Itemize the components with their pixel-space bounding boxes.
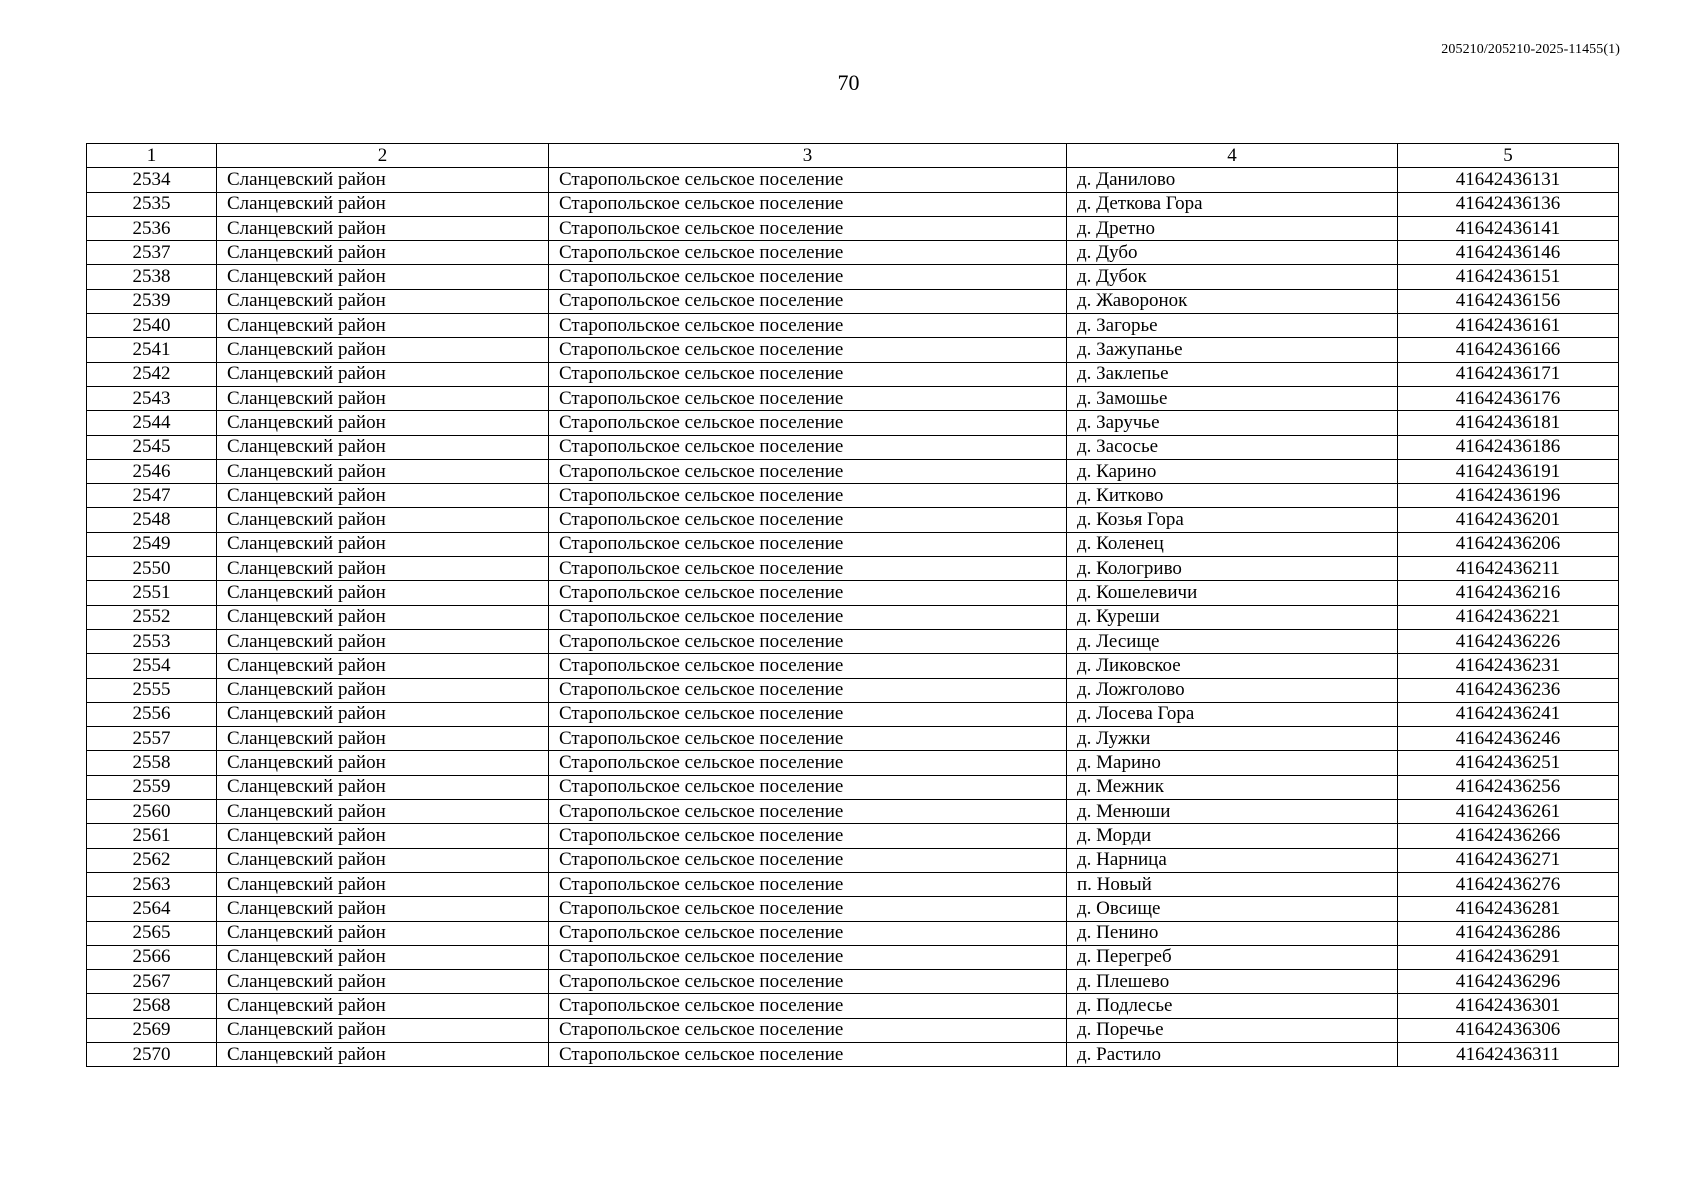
table-row (87, 605, 1619, 629)
district-cell: Сланцевский район (217, 872, 549, 896)
settlement-cell: Старопольское сельское поселение (549, 557, 1067, 581)
table-row (87, 800, 1619, 824)
locality-cell: д. Загорье (1067, 314, 1398, 338)
row-number-cell: 2538 (87, 265, 217, 289)
table-row (87, 338, 1619, 362)
row-number-cell: 2563 (87, 872, 217, 896)
settlement-cell: Старопольское сельское поселение (549, 484, 1067, 508)
district-cell: Сланцевский район (217, 484, 549, 508)
district-cell: Сланцевский район (217, 435, 549, 459)
settlement-cell: Старопольское сельское поселение (549, 386, 1067, 410)
table-row (87, 678, 1619, 702)
code-cell: 41642436146 (1398, 241, 1619, 265)
district-cell: Сланцевский район (217, 508, 549, 532)
column-header-1: 1 (87, 144, 217, 168)
code-cell: 41642436276 (1398, 872, 1619, 896)
district-cell: Сланцевский район (217, 1042, 549, 1066)
table-row (87, 702, 1619, 726)
settlement-cell: Старопольское сельское поселение (549, 216, 1067, 240)
settlements-table (86, 143, 1619, 1067)
locality-cell: д. Ликовское (1067, 654, 1398, 678)
settlement-cell: Старопольское сельское поселение (549, 338, 1067, 362)
column-header-3: 3 (549, 144, 1067, 168)
row-number-cell: 2559 (87, 775, 217, 799)
table-row (87, 727, 1619, 751)
row-number-cell: 2566 (87, 945, 217, 969)
settlement-cell: Старопольское сельское поселение (549, 459, 1067, 483)
row-number-cell: 2569 (87, 1018, 217, 1042)
locality-cell: д. Марино (1067, 751, 1398, 775)
page-number: 70 (837, 70, 860, 95)
locality-cell: д. Пенино (1067, 921, 1398, 945)
table-row (87, 484, 1619, 508)
row-number-cell: 2544 (87, 411, 217, 435)
row-number-cell: 2543 (87, 386, 217, 410)
district-cell: Сланцевский район (217, 241, 549, 265)
code-cell: 41642436191 (1398, 459, 1619, 483)
locality-cell: д. Заручье (1067, 411, 1398, 435)
settlement-cell: Старопольское сельское поселение (549, 168, 1067, 192)
table-row (87, 386, 1619, 410)
district-cell: Сланцевский район (217, 897, 549, 921)
table-row (87, 775, 1619, 799)
table-row (87, 848, 1619, 872)
district-cell: Сланцевский район (217, 970, 549, 994)
district-cell: Сланцевский район (217, 848, 549, 872)
settlement-cell: Старопольское сельское поселение (549, 800, 1067, 824)
settlement-cell: Старопольское сельское поселение (549, 411, 1067, 435)
district-cell: Сланцевский район (217, 459, 549, 483)
locality-cell: д. Лужки (1067, 727, 1398, 751)
settlement-cell: Старопольское сельское поселение (549, 1018, 1067, 1042)
settlement-cell: Старопольское сельское поселение (549, 241, 1067, 265)
row-number-cell: 2570 (87, 1042, 217, 1066)
table-row (87, 897, 1619, 921)
table-row (87, 654, 1619, 678)
locality-cell: д. Кологриво (1067, 557, 1398, 581)
row-number-cell: 2557 (87, 727, 217, 751)
row-number-cell: 2547 (87, 484, 217, 508)
locality-cell: д. Морди (1067, 824, 1398, 848)
code-cell: 41642436151 (1398, 265, 1619, 289)
table-row (87, 532, 1619, 556)
code-cell: 41642436251 (1398, 751, 1619, 775)
code-cell: 41642436256 (1398, 775, 1619, 799)
row-number-cell: 2546 (87, 459, 217, 483)
locality-cell: д. Засосье (1067, 435, 1398, 459)
row-number-cell: 2548 (87, 508, 217, 532)
code-cell: 41642436241 (1398, 702, 1619, 726)
table-row (87, 411, 1619, 435)
row-number-cell: 2551 (87, 581, 217, 605)
code-cell: 41642436141 (1398, 216, 1619, 240)
district-cell: Сланцевский район (217, 800, 549, 824)
locality-cell: д. Межник (1067, 775, 1398, 799)
settlement-cell: Старопольское сельское поселение (549, 897, 1067, 921)
row-number-cell: 2564 (87, 897, 217, 921)
district-cell: Сланцевский район (217, 289, 549, 313)
locality-cell: п. Новый (1067, 872, 1398, 896)
locality-cell: д. Дретно (1067, 216, 1398, 240)
row-number-cell: 2550 (87, 557, 217, 581)
table-row (87, 994, 1619, 1018)
district-cell: Сланцевский район (217, 314, 549, 338)
row-number-cell: 2537 (87, 241, 217, 265)
district-cell: Сланцевский район (217, 386, 549, 410)
locality-cell: д. Перегреб (1067, 945, 1398, 969)
code-cell: 41642436271 (1398, 848, 1619, 872)
row-number-cell: 2535 (87, 192, 217, 216)
district-cell: Сланцевский район (217, 168, 549, 192)
row-number-cell: 2558 (87, 751, 217, 775)
table-row (87, 872, 1619, 896)
settlement-cell: Старопольское сельское поселение (549, 265, 1067, 289)
settlement-cell: Старопольское сельское поселение (549, 751, 1067, 775)
table-body (87, 168, 1619, 1067)
district-cell: Сланцевский район (217, 994, 549, 1018)
settlement-cell: Старопольское сельское поселение (549, 508, 1067, 532)
settlement-cell: Старопольское сельское поселение (549, 824, 1067, 848)
code-cell: 41642436226 (1398, 629, 1619, 653)
code-cell: 41642436281 (1398, 897, 1619, 921)
district-cell: Сланцевский район (217, 557, 549, 581)
table-row (87, 362, 1619, 386)
code-cell: 41642436166 (1398, 338, 1619, 362)
table-row (87, 459, 1619, 483)
settlement-cell: Старопольское сельское поселение (549, 921, 1067, 945)
code-cell: 41642436211 (1398, 557, 1619, 581)
row-number-cell: 2534 (87, 168, 217, 192)
district-cell: Сланцевский район (217, 1018, 549, 1042)
district-cell: Сланцевский район (217, 411, 549, 435)
district-cell: Сланцевский район (217, 338, 549, 362)
district-cell: Сланцевский район (217, 192, 549, 216)
table-row (87, 216, 1619, 240)
row-number-cell: 2549 (87, 532, 217, 556)
locality-cell: д. Кошелевичи (1067, 581, 1398, 605)
column-header-5: 5 (1398, 144, 1619, 168)
table-row (87, 970, 1619, 994)
code-cell: 41642436261 (1398, 800, 1619, 824)
table-row (87, 629, 1619, 653)
settlement-cell: Старопольское сельское поселение (549, 848, 1067, 872)
code-cell: 41642436236 (1398, 678, 1619, 702)
table-row (87, 824, 1619, 848)
code-cell: 41642436156 (1398, 289, 1619, 313)
settlement-cell: Старопольское сельское поселение (549, 678, 1067, 702)
settlement-cell: Старопольское сельское поселение (549, 581, 1067, 605)
district-cell: Сланцевский район (217, 945, 549, 969)
settlement-cell: Старопольское сельское поселение (549, 1042, 1067, 1066)
district-cell: Сланцевский район (217, 654, 549, 678)
locality-cell: д. Заклепье (1067, 362, 1398, 386)
row-number-cell: 2556 (87, 702, 217, 726)
locality-cell: д. Поречье (1067, 1018, 1398, 1042)
table-row (87, 508, 1619, 532)
locality-cell: д. Подлесье (1067, 994, 1398, 1018)
row-number-cell: 2555 (87, 678, 217, 702)
locality-cell: д. Зажупанье (1067, 338, 1398, 362)
locality-cell: д. Жаворонок (1067, 289, 1398, 313)
district-cell: Сланцевский район (217, 265, 549, 289)
table-row (87, 1018, 1619, 1042)
table-row (87, 289, 1619, 313)
row-number-cell: 2539 (87, 289, 217, 313)
settlement-cell: Старопольское сельское поселение (549, 532, 1067, 556)
code-cell: 41642436176 (1398, 386, 1619, 410)
code-cell: 41642436201 (1398, 508, 1619, 532)
locality-cell: д. Козья Гора (1067, 508, 1398, 532)
code-cell: 41642436131 (1398, 168, 1619, 192)
row-number-cell: 2541 (87, 338, 217, 362)
table-row (87, 241, 1619, 265)
column-header-4: 4 (1067, 144, 1398, 168)
code-cell: 41642436196 (1398, 484, 1619, 508)
settlement-cell: Старопольское сельское поселение (549, 629, 1067, 653)
locality-cell: д. Данилово (1067, 168, 1398, 192)
code-cell: 41642436286 (1398, 921, 1619, 945)
locality-cell: д. Дубо (1067, 241, 1398, 265)
locality-cell: д. Ложголово (1067, 678, 1398, 702)
settlement-cell: Старопольское сельское поселение (549, 872, 1067, 896)
table-row (87, 921, 1619, 945)
row-number-cell: 2554 (87, 654, 217, 678)
district-cell: Сланцевский район (217, 216, 549, 240)
code-cell: 41642436301 (1398, 994, 1619, 1018)
code-cell: 41642436186 (1398, 435, 1619, 459)
code-cell: 41642436161 (1398, 314, 1619, 338)
settlement-cell: Старопольское сельское поселение (549, 314, 1067, 338)
locality-cell: д. Лосева Гора (1067, 702, 1398, 726)
row-number-cell: 2560 (87, 800, 217, 824)
row-number-cell: 2540 (87, 314, 217, 338)
table-row (87, 1042, 1619, 1066)
table-row (87, 192, 1619, 216)
table-row (87, 557, 1619, 581)
settlement-cell: Старопольское сельское поселение (549, 435, 1067, 459)
settlement-cell: Старопольское сельское поселение (549, 362, 1067, 386)
district-cell: Сланцевский район (217, 824, 549, 848)
code-cell: 41642436306 (1398, 1018, 1619, 1042)
locality-cell: д. Китково (1067, 484, 1398, 508)
code-cell: 41642436311 (1398, 1042, 1619, 1066)
table-row (87, 435, 1619, 459)
code-cell: 41642436266 (1398, 824, 1619, 848)
table-row (87, 265, 1619, 289)
row-number-cell: 2561 (87, 824, 217, 848)
settlement-cell: Старопольское сельское поселение (549, 945, 1067, 969)
settlement-cell: Старопольское сельское поселение (549, 994, 1067, 1018)
settlement-cell: Старопольское сельское поселение (549, 654, 1067, 678)
code-cell: 41642436216 (1398, 581, 1619, 605)
code-cell: 41642436171 (1398, 362, 1619, 386)
district-cell: Сланцевский район (217, 629, 549, 653)
row-number-cell: 2552 (87, 605, 217, 629)
row-number-cell: 2565 (87, 921, 217, 945)
locality-cell: д. Карино (1067, 459, 1398, 483)
table-row (87, 751, 1619, 775)
code-cell: 41642436291 (1398, 945, 1619, 969)
code-cell: 41642436181 (1398, 411, 1619, 435)
settlement-cell: Старопольское сельское поселение (549, 727, 1067, 751)
settlement-cell: Старопольское сельское поселение (549, 775, 1067, 799)
district-cell: Сланцевский район (217, 362, 549, 386)
row-number-cell: 2568 (87, 994, 217, 1018)
district-cell: Сланцевский район (217, 702, 549, 726)
settlement-cell: Старопольское сельское поселение (549, 605, 1067, 629)
row-number-cell: 2536 (87, 216, 217, 240)
table-row (87, 945, 1619, 969)
locality-cell: д. Коленец (1067, 532, 1398, 556)
table-row (87, 581, 1619, 605)
district-cell: Сланцевский район (217, 581, 549, 605)
code-cell: 41642436231 (1398, 654, 1619, 678)
locality-cell: д. Менюши (1067, 800, 1398, 824)
settlement-cell: Старопольское сельское поселение (549, 192, 1067, 216)
locality-cell: д. Лесище (1067, 629, 1398, 653)
table-row (87, 168, 1619, 192)
settlement-cell: Старопольское сельское поселение (549, 970, 1067, 994)
code-cell: 41642436206 (1398, 532, 1619, 556)
locality-cell: д. Куреши (1067, 605, 1398, 629)
row-number-cell: 2567 (87, 970, 217, 994)
district-cell: Сланцевский район (217, 775, 549, 799)
district-cell: Сланцевский район (217, 605, 549, 629)
row-number-cell: 2562 (87, 848, 217, 872)
locality-cell: д. Растило (1067, 1042, 1398, 1066)
column-header-2: 2 (217, 144, 549, 168)
row-number-cell: 2553 (87, 629, 217, 653)
district-cell: Сланцевский район (217, 921, 549, 945)
row-number-cell: 2542 (87, 362, 217, 386)
district-cell: Сланцевский район (217, 532, 549, 556)
locality-cell: д. Нарница (1067, 848, 1398, 872)
locality-cell: д. Овсище (1067, 897, 1398, 921)
document-id: 205210/205210-2025-11455(1) (1441, 42, 1620, 57)
district-cell: Сланцевский район (217, 727, 549, 751)
district-cell: Сланцевский район (217, 751, 549, 775)
locality-cell: д. Замошье (1067, 386, 1398, 410)
table-header-row (87, 144, 1619, 168)
code-cell: 41642436246 (1398, 727, 1619, 751)
code-cell: 41642436221 (1398, 605, 1619, 629)
locality-cell: д. Деткова Гора (1067, 192, 1398, 216)
row-number-cell: 2545 (87, 435, 217, 459)
code-cell: 41642436296 (1398, 970, 1619, 994)
locality-cell: д. Дубок (1067, 265, 1398, 289)
code-cell: 41642436136 (1398, 192, 1619, 216)
settlement-cell: Старопольское сельское поселение (549, 702, 1067, 726)
settlement-cell: Старопольское сельское поселение (549, 289, 1067, 313)
table-row (87, 314, 1619, 338)
district-cell: Сланцевский район (217, 678, 549, 702)
locality-cell: д. Плешево (1067, 970, 1398, 994)
